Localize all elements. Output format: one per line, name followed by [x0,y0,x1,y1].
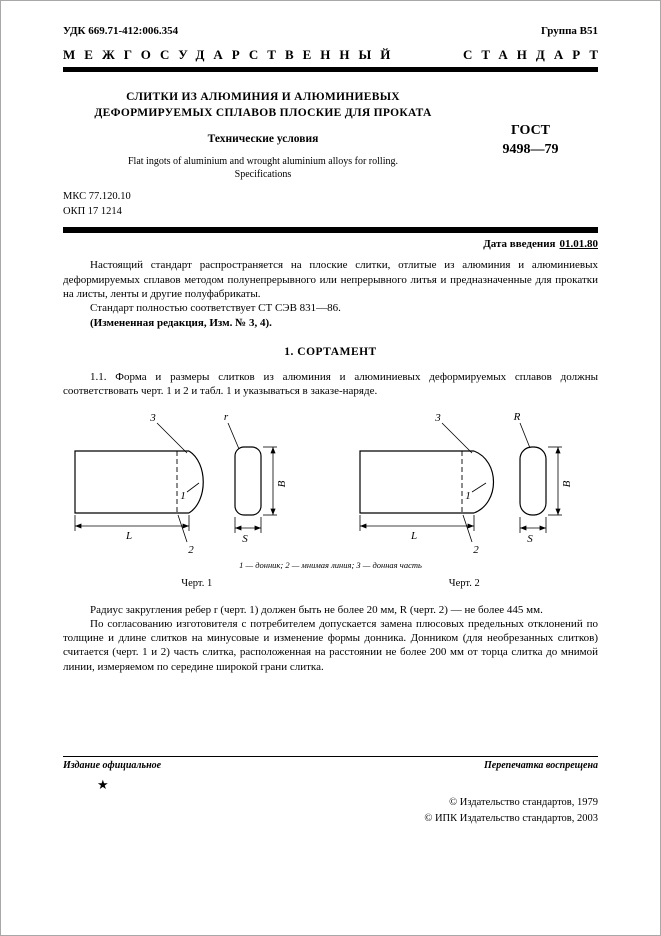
date-value: 01.01.80 [559,238,598,251]
standard-subtitle: Технические условия [207,133,319,146]
english-title-line-1: Flat ingots of aluminium and wrought aluminium alloys for rolling. [128,156,398,168]
copyright-block [63,795,598,828]
masthead-rule [63,67,598,72]
english-title [63,155,463,181]
masthead-title [63,47,607,63]
radius-paragraph: Радиус закругления ребер r (черт. 1) должен быть не более 20 мм, R (черт. 2) — не более 445 мм. [90,603,543,616]
copyright-line-2: © ИПК Издательство стандартов, 2003 [424,813,598,825]
date-label: Дата введения [483,238,556,251]
fig1-label-radius: r [223,410,229,423]
fig1-label-height: В [276,480,288,487]
intro-text [63,258,598,329]
section-1-heading: 1. СОРТАМЕНТ [284,345,377,358]
footer-rule-row [63,756,598,771]
fig2-label-length: L [410,529,418,542]
fig2-label-radius: R [513,410,521,423]
post-figure-text [63,603,598,674]
group-code: Группа В51 [540,25,598,37]
figure-2-caption: Черт. 2 [448,577,480,589]
english-title-line-2: Specifications [234,169,292,181]
fig1-geometry [75,423,277,542]
classification-codes [63,189,463,219]
intro-paragraph-1: Настоящий стандарт распространяется на плоские слитки, отлитые из алюминия и алюминиевых деформируемых сплавов методом полунепрерывного или непрерывного литья и предназначенные для прокатки на листы, ленты и другие полуфабрикаты. [63,259,598,301]
figures-block [63,409,598,589]
gost-number: 9498—79 [502,141,559,157]
star-icon: ★ [97,777,109,792]
fig2-label-3: 3 [435,411,441,424]
clause-1-1: 1.1. Форма и размеры слитков из алюминия и алюминиевых деформируемых сплавов должны соответствовать черт. 1 и 2 и табл. 1 и указываться в заказе-наряде. [63,370,598,398]
standard-title-line-2: ДЕФОРМИРУЕМЫХ СПЛАВОВ ПЛОСКИЕ ДЛЯ ПРОКАТА [94,106,432,119]
fig1-label-1: 1 [180,489,186,502]
top-codes-row [63,25,598,37]
masthead-word-2: СТАНДАРТ [462,47,607,62]
fig2-label-width: S [527,532,533,545]
fig1-label-width: S [242,532,248,545]
clause-1-1-text [63,370,598,399]
figure-1-caption: Черт. 1 [181,577,213,589]
intro-paragraph-2: Стандарт полностью соответствует СТ СЭВ 831—86. [90,302,341,315]
intro-paragraph-3: (Измененная редакция, Изм. № 3, 4). [90,316,272,329]
okp-code: ОКП 17 1214 [63,206,122,218]
title-left-column [63,90,463,219]
mks-code: МКС 77.120.10 [63,191,131,203]
page-footer [63,756,598,828]
standard-title [63,90,463,121]
fig1-label-3: 3 [150,411,156,424]
copyright-line-1: © Издательство стандартов, 1979 [449,797,598,808]
agreement-paragraph: По согласованию изготовителя с потребителем допускается замена плюсовых предельных отклонений по толщине и длине слитков на минусовые и изменение формы донника. Донником (для необрезанных слитков) считается (черт. 1 и 2) часть слитка, расположенная на расстоянии не более 200 мм от торца слитка до мнимой линии, измеряемом по середине широкой грани слитка. [63,617,598,673]
figure-1-drawing [63,409,313,559]
figure-captions [63,578,598,589]
fig2-label-1: 1 [465,489,471,502]
effective-date [63,238,598,250]
figure-2-drawing [348,409,598,559]
figure-legend: 1 — донник; 2 — мнимая линия; 3 — донная часть [239,559,422,570]
fig2-label-2: 2 [473,543,479,556]
separator-bar [63,227,598,233]
gost-label: ГОСТ [510,123,551,138]
fig2-label-height: В [561,480,573,487]
masthead-word-1: МЕЖГОСУДАРСТВЕННЫЙ [63,47,400,62]
gost-designation [463,122,598,219]
figure-row [63,409,598,559]
fig1-label-length: L [125,529,133,542]
reprint-prohibited-label: Перепечатка воспрещена [484,760,598,771]
official-edition-label: Издание официальное [63,760,162,771]
fig1-label-2: 2 [188,543,194,556]
fig2-geometry [360,423,562,542]
standard-title-line-1: СЛИТКИ ИЗ АЛЮМИНИЯ И АЛЮМИНИЕВЫХ [126,91,400,103]
title-block [63,90,598,219]
udk-code: УДК 669.71-412:006.354 [63,25,179,37]
